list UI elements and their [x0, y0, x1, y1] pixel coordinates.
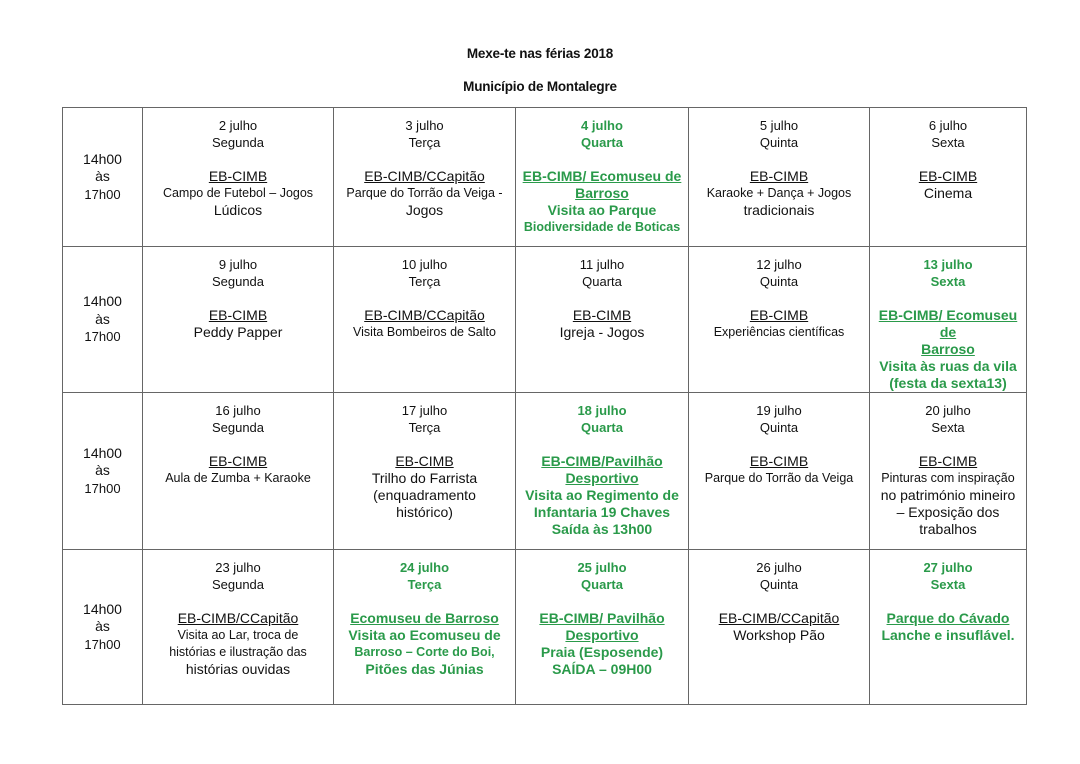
activity-line: histórico) [396, 504, 453, 520]
activity-line: Visita ao Ecomuseu de [348, 627, 501, 643]
day-date: 10 julho [401, 257, 448, 272]
day-date: 5 julho [759, 118, 799, 133]
activity-place: EB-CIMB [749, 307, 809, 323]
day-date: 6 julho [928, 118, 968, 133]
day-weekday: Quinta [759, 135, 799, 150]
day-weekday: Sexta [931, 135, 965, 150]
day-weekday: Terça [408, 420, 441, 435]
time-cell [63, 247, 143, 393]
spacer [520, 151, 684, 168]
activity-line: Visita Bombeiros de Salto [353, 325, 496, 339]
day-date: 12 julho [756, 257, 802, 272]
activity-line: histórias e ilustração das [169, 645, 307, 659]
activity-line: no património mineiro [880, 487, 1016, 503]
activity-line: Visita ao Parque [547, 202, 657, 218]
activity-line: Igreja - Jogos [559, 324, 645, 340]
activity-line: Pinturas com inspiração [881, 471, 1015, 485]
spacer [520, 290, 684, 307]
activity-place-cont: Barroso [921, 341, 975, 357]
day-weekday: Quarta [581, 577, 623, 592]
table-row [63, 108, 1027, 247]
activity-line: Peddy Papper [193, 324, 283, 340]
day-weekday: Sexta [930, 274, 966, 289]
spacer [874, 436, 1022, 453]
day-cell [689, 108, 870, 247]
day-cell [870, 108, 1027, 247]
day-date: 3 julho [405, 118, 444, 133]
time-cell [63, 550, 143, 705]
day-cell [516, 247, 689, 393]
activity-line: Parque do Torrão da Veiga - [346, 186, 503, 200]
activity-place: EB-CIMB/Pavilhão [541, 453, 663, 469]
activity-line: trabalhos [919, 521, 977, 537]
activity-line: Workshop Pão [733, 627, 825, 643]
table-row [63, 247, 1027, 393]
day-weekday: Terça [407, 577, 442, 592]
spacer [338, 593, 511, 610]
day-weekday: Quinta [759, 274, 799, 289]
day-weekday: Segunda [211, 274, 265, 289]
day-cell [334, 393, 516, 550]
activity-line: Saída às 13h00 [551, 521, 653, 537]
activity-line: Aula de Zumba + Karaoke [165, 471, 311, 485]
day-date: 18 julho [577, 403, 627, 418]
activity-line: Parque do Torrão da Veiga [704, 471, 854, 485]
activity-line: Visita ao Lar, troca de [177, 628, 299, 642]
day-date: 17 julho [401, 403, 448, 418]
time-start: 14h00 [83, 444, 122, 461]
spacer [520, 436, 684, 453]
day-date: 20 julho [925, 403, 971, 418]
activity-line: Experiências científicas [713, 325, 845, 339]
spacer [147, 436, 329, 453]
day-cell [870, 393, 1027, 550]
day-cell [516, 393, 689, 550]
day-cell [870, 550, 1027, 705]
activity-place: EB-CIMB/ Ecomuseu de [522, 168, 682, 184]
activity-line: Praia (Esposende) [540, 644, 664, 660]
day-date: 9 julho [218, 257, 258, 272]
day-cell [334, 247, 516, 393]
activity-place: EB-CIMB [208, 307, 268, 323]
activity-line: Cinema [923, 185, 973, 201]
page-title: Mexe-te nas férias 2018 [466, 46, 614, 61]
time-sep: às [95, 168, 110, 185]
spacer [693, 151, 865, 168]
activity-place: EB-CIMB [749, 168, 809, 184]
activity-line: Lúdicos [213, 202, 263, 218]
schedule-table [62, 107, 1027, 705]
activity-line: (festa da sexta13) [889, 375, 1007, 391]
activity-place: EB-CIMB [918, 453, 978, 469]
day-date: 24 julho [399, 560, 450, 575]
time-start: 14h00 [83, 600, 122, 617]
time-start: 14h00 [83, 293, 122, 310]
spacer [338, 290, 511, 307]
spacer [147, 290, 329, 307]
activity-line: Visita ao Regimento de [525, 487, 679, 503]
activity-place-cont: Desportivo [565, 470, 639, 486]
day-cell [334, 550, 516, 705]
activity-place: EB-CIMB [208, 168, 268, 184]
activity-place: EB-CIMB [572, 307, 632, 323]
activity-line: Karaoke + Dança + Jogos [706, 186, 852, 200]
spacer [874, 593, 1022, 610]
activity-line: – Exposição dos [896, 504, 1000, 520]
day-cell [870, 247, 1027, 393]
activity-place: EB-CIMB/ Ecomuseu de [878, 307, 1018, 340]
activity-place-cont: Barroso [575, 185, 629, 201]
day-weekday: Quarta [581, 420, 623, 435]
activity-line: tradicionais [743, 202, 815, 218]
day-weekday: Quinta [759, 420, 799, 435]
activity-line: Infantaria 19 Chaves [533, 504, 671, 520]
table-row [63, 393, 1027, 550]
day-cell [516, 550, 689, 705]
day-cell [689, 550, 870, 705]
spacer [693, 290, 865, 307]
activity-line: histórias ouvidas [185, 661, 291, 677]
time-start: 14h00 [83, 150, 122, 167]
time-cell [63, 393, 143, 550]
spacer [874, 290, 1022, 307]
day-date: 25 julho [577, 560, 627, 575]
day-date: 16 julho [215, 403, 261, 418]
activity-place-cont: Desportivo [565, 627, 639, 643]
day-date: 26 julho [756, 560, 802, 575]
day-cell [143, 108, 334, 247]
time-sep: às [95, 618, 110, 635]
activity-place: EB-CIMB/ Pavilhão [539, 610, 665, 626]
activity-place: EB-CIMB/CCapitão [177, 610, 299, 626]
time-sep: às [95, 310, 110, 327]
activity-line: Visita às ruas da vila [879, 358, 1017, 374]
day-weekday: Terça [408, 274, 441, 289]
day-cell [143, 393, 334, 550]
spacer [693, 436, 865, 453]
activity-line: (enquadramento [373, 487, 476, 503]
time-end: 17h00 [84, 480, 121, 496]
day-weekday: Quarta [582, 274, 622, 289]
activity-place: EB-CIMB/CCapitão [364, 168, 485, 184]
activity-place: EB-CIMB [749, 453, 809, 469]
day-cell [689, 247, 870, 393]
day-date: 2 julho [218, 118, 258, 133]
activity-place: EB-CIMB [918, 168, 978, 184]
day-date: 13 julho [923, 257, 973, 272]
day-weekday: Sexta [930, 577, 966, 592]
day-date: 27 julho [923, 560, 973, 575]
schedule-body [63, 108, 1027, 705]
activity-line: Jogos [405, 202, 444, 218]
day-date: 4 julho [581, 118, 623, 133]
day-cell [334, 108, 516, 247]
day-weekday: Segunda [211, 420, 265, 435]
day-date: 19 julho [756, 403, 802, 418]
activity-place: EB-CIMB [395, 453, 454, 469]
spacer [874, 151, 1022, 168]
page-subtitle: Município de Montalegre [463, 79, 617, 94]
table-row [63, 550, 1027, 705]
day-cell [689, 393, 870, 550]
activity-place: Parque do Cávado [886, 610, 1010, 626]
day-weekday: Sexta [931, 420, 965, 435]
activity-line: Pitões das Júnias [365, 661, 484, 677]
time-end: 17h00 [84, 636, 121, 652]
activity-place: Ecomuseu de Barroso [350, 610, 499, 626]
day-cell [143, 550, 334, 705]
spacer [338, 436, 511, 453]
spacer [147, 593, 329, 610]
day-weekday: Segunda [211, 577, 265, 592]
activity-line: SAÍDA – 09H00 [552, 661, 652, 677]
day-weekday: Terça [408, 135, 441, 150]
activity-line: Campo de Futebol – Jogos [162, 186, 314, 200]
activity-place: EB-CIMB [208, 453, 268, 469]
spacer [338, 151, 511, 168]
spacer [693, 593, 865, 610]
spacer [147, 151, 329, 168]
time-end: 17h00 [84, 186, 121, 202]
day-weekday: Quarta [581, 135, 623, 150]
day-cell [516, 108, 689, 247]
spacer [520, 593, 684, 610]
activity-place: EB-CIMB/CCapitão [364, 307, 485, 323]
day-cell [143, 247, 334, 393]
activity-place: EB-CIMB/CCapitão [718, 610, 840, 626]
time-end: 17h00 [84, 329, 121, 345]
time-cell [63, 108, 143, 247]
day-date: 11 julho [579, 257, 625, 272]
day-weekday: Segunda [211, 135, 265, 150]
activity-line: Trilho do Farrista [371, 470, 478, 486]
day-date: 23 julho [215, 560, 261, 575]
time-sep: às [95, 462, 110, 479]
day-weekday: Quinta [759, 577, 799, 592]
activity-line: Lanche e insuflável. [881, 627, 1015, 643]
activity-line: Biodiversidade de Boticas [523, 220, 681, 234]
activity-line: Barroso – Corte do Boi, [354, 645, 495, 659]
